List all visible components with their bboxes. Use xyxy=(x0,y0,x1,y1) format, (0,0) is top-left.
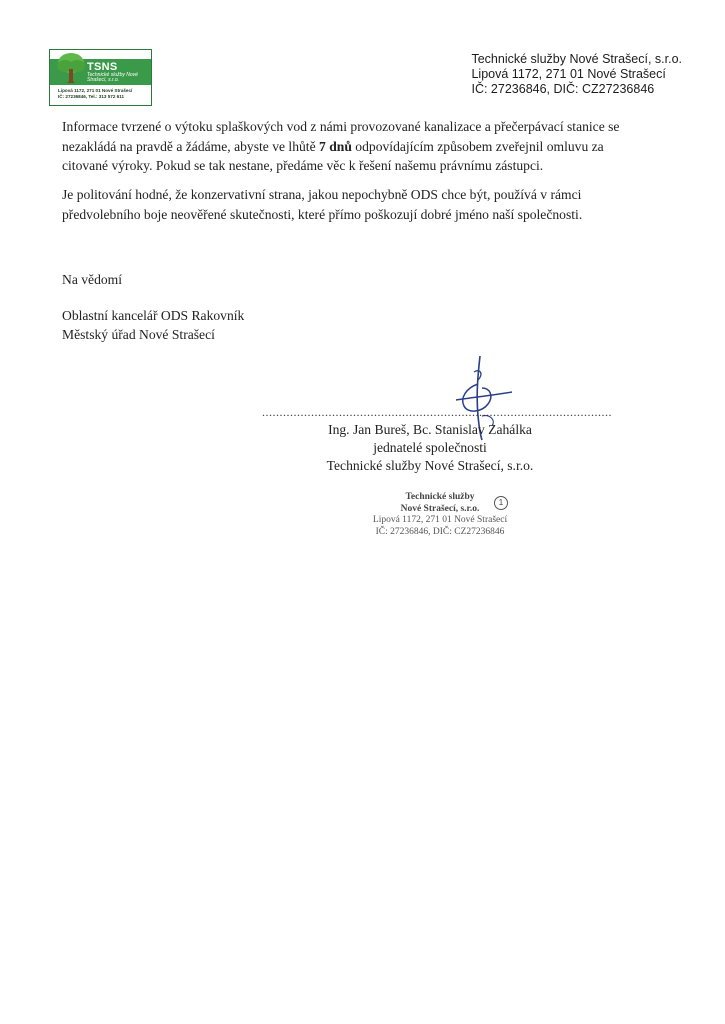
letterhead xyxy=(471,52,682,97)
paragraph-regret: Je politování hodné, že konzervativní strana, jakou nepochybně ODS chce být, používá v rámci předvolebního boje neověřené skutečnosti, které přímo poškozují dobré jméno naší společnosti. xyxy=(62,187,583,222)
signature-line: .................................................................................................... xyxy=(262,405,612,419)
cc-heading: Na vědomí xyxy=(62,272,123,287)
cc-item: Městský úřad Nové Strašecí xyxy=(62,327,215,342)
logo-name: TSNS xyxy=(87,61,118,73)
logo-address-line: Lipová 1172, 271 01 Nové Strašecí xyxy=(58,88,133,93)
paragraph-demand xyxy=(62,117,652,176)
signer-block xyxy=(300,421,560,475)
signer-role: jednatelé společnosti xyxy=(373,440,487,455)
stamp-line-4: IČ: 27236846, DIČ: CZ27236846 xyxy=(375,526,505,537)
cc-item: Oblastní kancelář ODS Rakovník xyxy=(62,308,245,323)
stamp-line-2: Nové Strašecí, s.r.o. xyxy=(400,503,480,514)
paragraph-demand-b: odpovídajícím způsobem zveřejnil omluvu za citované výroky. Pokud se tak nestane, předáme věc k řešení našemu právnímu zástupci. xyxy=(62,138,604,173)
company-logo xyxy=(49,49,152,106)
paragraph-demand-a: Informace tvrzené o výtoku splaškových vod z námi provozované kanalizace a přečerpávací stanice se nezakládá na pravdě a žádáme, abyste ve lhůtě xyxy=(62,119,620,154)
stamp-number: 1 xyxy=(494,496,508,510)
letterhead-company: Technické služby Nové Strašecí, s.r.o. xyxy=(471,52,682,66)
letterhead-address: Lipová 1172, 271 01 Nové Strašecí xyxy=(471,67,666,81)
cc-list xyxy=(62,306,652,344)
tree-icon xyxy=(53,51,89,87)
stamp-line-3: Lipová 1172, 271 01 Nové Strašecí xyxy=(372,515,508,525)
signer-names: Ing. Jan Bureš, Bc. Stanislav Zahálka xyxy=(328,422,532,437)
signer-company: Technické služby Nové Strašecí, s.r.o. xyxy=(326,458,534,473)
logo-subtitle: Technické služby Nové Strašecí, s.r.o. xyxy=(87,72,138,83)
logo-address xyxy=(58,88,132,100)
deadline-bold: 7 dnů xyxy=(319,138,352,154)
stamp-line-1: Technické služby xyxy=(405,492,475,502)
letterhead-ids: IČ: 27236846, DIČ: CZ27236846 xyxy=(471,82,655,96)
logo-ids-line: IČ: 27236846, Tel.: 313 572 611 xyxy=(58,94,125,99)
